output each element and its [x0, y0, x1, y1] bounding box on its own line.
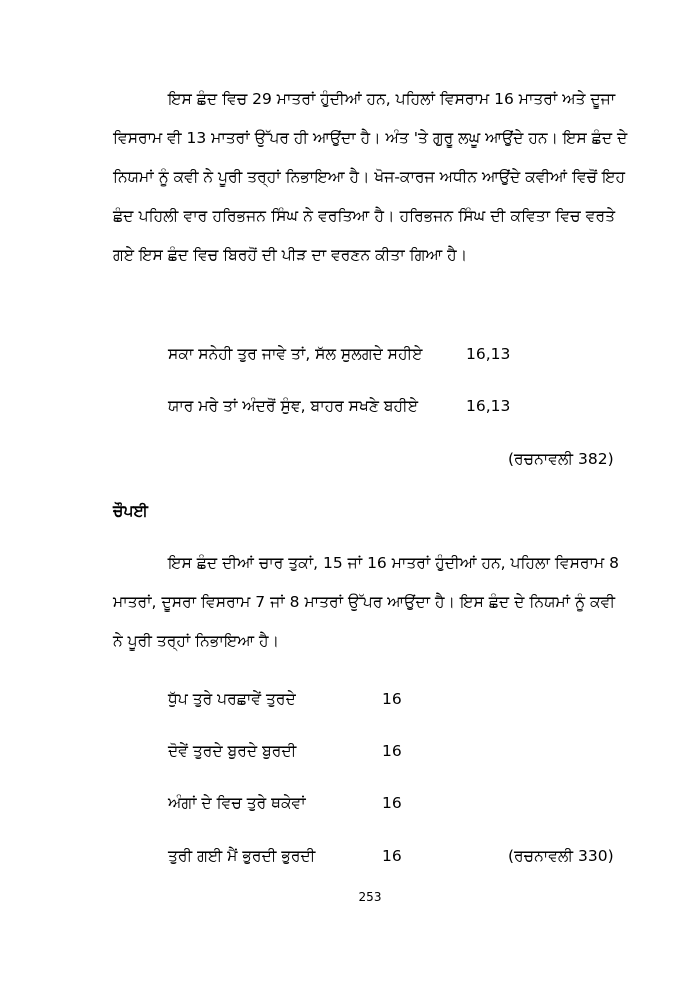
page-number: 253: [358, 890, 382, 904]
verse-1-line-2-count: 16,13: [466, 397, 511, 415]
verse-2-line-2: ਦੋਵੇਂ ਤੁਰਦੇ ਬੁਰਦੇ ਬੁਰਦੀ: [168, 742, 297, 760]
paragraph-2-line-2: ਮਾਤਰਾਂ, ਦੂਸਰਾ ਵਿਸਰਾਮ 7 ਜਾਂ 8 ਮਾਤਰਾਂ ਉੱਪਰ ਆਉਂਦਾ ਹੈ। ਇਸ ਛੰਦ ਦੇ ਨਿਯਮਾਂ ਨੂੰ ਕਵੀ: [113, 593, 615, 611]
paragraph-2-line-3: ਨੇ ਪੂਰੀ ਤਰ੍ਹਾਂ ਨਿਭਾਇਆ ਹੈ।: [113, 632, 280, 650]
citation-2: (ਰਚਨਾਵਲੀ 330): [508, 847, 614, 865]
verse-2-line-3-count: 16: [382, 794, 402, 812]
verse-1-line-1: ਸਕਾ ਸਨੇਹੀ ਤੁਰ ਜਾਵੇ ਤਾਂ, ਸੱਲ ਸੁਲਗਦੇ ਸਹੀਏ: [168, 345, 423, 363]
paragraph-1-line-2: ਵਿਸਰਾਮ ਵੀ 13 ਮਾਤਰਾਂ ਉੱਪਰ ਹੀ ਆਉਂਦਾ ਹੈ। ਅੰਤ 'ਤੇ ਗੁਰੂ ਲਘੂ ਆਉਂਦੇ ਹਨ। ਇਸ ਛੰਦ ਦੇ: [113, 129, 628, 147]
paragraph-1-line-4: ਛੰਦ ਪਹਿਲੀ ਵਾਰ ਹਰਿਭਜਨ ਸਿੰਘ ਨੇ ਵਰਤਿਆ ਹੈ। ਹਰਿਭਜਨ ਸਿੰਘ ਦੀ ਕਵਿਤਾ ਵਿਚ ਵਰਤੇ: [113, 207, 615, 225]
verse-2-line-3: ਅੰਗਾਂ ਦੇ ਵਿਚ ਤੁਰੇ ਥਕੇਵਾਂ: [168, 794, 306, 812]
verse-1-line-2: ਯਾਰ ਮਰੇ ਤਾਂ ਅੰਦਰੋਂ ਸੁੰਞ, ਬਾਹਰ ਸਖਣੇ ਬਹੀਏ: [168, 397, 419, 415]
paragraph-1-line-3: ਨਿਯਮਾਂ ਨੂੰ ਕਵੀ ਨੇ ਪੂਰੀ ਤਰ੍ਹਾਂ ਨਿਭਾਇਆ ਹੈ। ਖੋਜ-ਕਾਰਜ ਅਧੀਨ ਆਉਂਦੇ ਕਵੀਆਂ ਵਿਚੋਂ ਇਹ: [113, 168, 626, 186]
paragraph-1-line-5: ਗਏ ਇਸ ਛੰਦ ਵਿਚ ਬਿਰਹੋਂ ਦੀ ਪੀੜ ਦਾ ਵਰਣਨ ਕੀਤਾ ਗਿਆ ਹੈ।: [113, 246, 468, 264]
citation-1: (ਰਚਨਾਵਲੀ 382): [508, 450, 614, 468]
verse-2-line-1: ਧੁੱਪ ਤੁਰੇ ਪਰਛਾਵੇਂ ਤੁਰਦੇ: [168, 690, 296, 708]
section-heading: ਚੌਪਈ: [113, 502, 148, 520]
verse-2-line-2-count: 16: [382, 742, 402, 760]
paragraph-2-line-1: ਇਸ ਛੰਦ ਦੀਆਂ ਚਾਰ ਤੁਕਾਂ, 15 ਜਾਂ 16 ਮਾਤਰਾਂ ਹੁੰਦੀਆਂ ਹਨ, ਪਹਿਲਾ ਵਿਸਰਾਮ 8: [168, 554, 619, 572]
paragraph-1-line-1: ਇਸ ਛੰਦ ਵਿਚ 29 ਮਾਤਰਾਂ ਹੁੰਦੀਆਂ ਹਨ, ਪਹਿਲਾਂ ਵਿਸਰਾਮ 16 ਮਾਤਰਾਂ ਅਤੇ ਦੂਜਾ: [168, 90, 616, 108]
verse-2-line-4-count: 16: [382, 847, 402, 865]
verse-2-line-4: ਤੁਰੀ ਗਈ ਮੈਂ ਭੁਰਦੀ ਭੁਰਦੀ: [168, 847, 316, 865]
verse-1-line-1-count: 16,13: [466, 345, 511, 363]
verse-2-line-1-count: 16: [382, 690, 402, 708]
